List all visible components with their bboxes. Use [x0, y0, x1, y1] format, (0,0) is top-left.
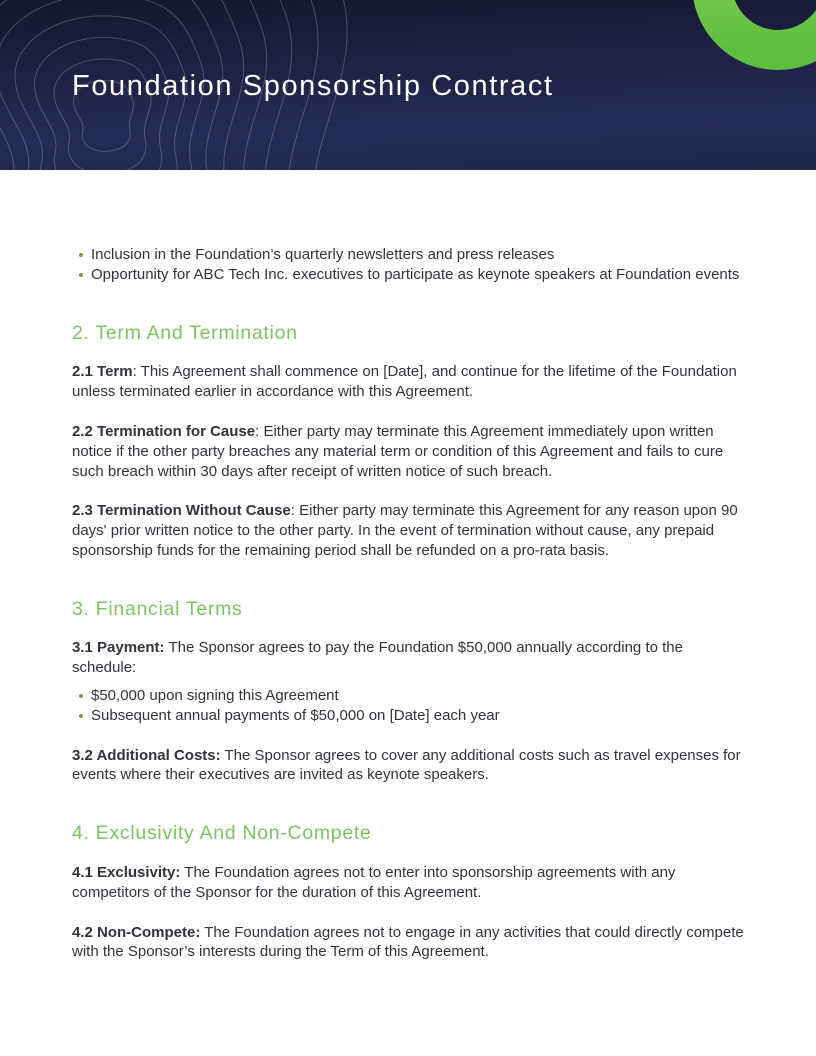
clause-label: 4.2 Non-Compete: — [72, 923, 201, 941]
payment-schedule-list — [72, 686, 748, 726]
section-exclusivity-non-compete — [72, 821, 748, 962]
paragraph-2-1 — [72, 362, 748, 402]
list-item: $50,000 upon signing this Agreement — [78, 686, 748, 706]
section-heading-exclusivity-non-compete: 4. Exclusivity And Non-Compete — [72, 822, 372, 845]
section-heading-financial-terms: 3. Financial Terms — [72, 597, 243, 620]
document-header — [0, 0, 816, 170]
clause-label: 2.2 Termination for Cause — [72, 422, 256, 440]
section-heading-term-and-termination: 2. Term And Termination — [72, 321, 298, 344]
clause-text: The Foundation agrees not to engage in any activities that could directly compete with the Sponsor’s interests during the Term of this Agreement. — [72, 923, 744, 961]
section-financial-terms — [72, 597, 748, 786]
clause-text: : This Agreement shall commence on [Date], and continue for the lifetime of the Foundation unless terminated earlier in accordance with this Agreement. — [72, 363, 737, 401]
paragraph-3-2 — [72, 746, 748, 786]
paragraph-2-2 — [72, 422, 748, 481]
document-body — [0, 170, 816, 962]
clause-text: The Sponsor agrees to cover any additional costs such as travel expenses for events where their executives are invited as keynote speakers. — [72, 746, 741, 784]
clause-label: 4.1 Exclusivity: — [72, 863, 181, 881]
paragraph-3-1 — [72, 638, 748, 678]
list-item: Inclusion in the Foundation’s quarterly newsletters and press releases — [78, 245, 748, 265]
clause-text: The Foundation agrees not to enter into sponsorship agreements with any competitors of the Sponsor for the duration of this Agreement. — [72, 863, 676, 901]
clause-text: : Either party may terminate this Agreement immediately upon written notice if the other party breaches any material term or condition of this Agreement and fails to cure such breach within 30 days after receipt of written notice of such breach. — [72, 422, 724, 480]
green-ring-decoration — [712, 0, 816, 50]
list-item: Subsequent annual payments of $50,000 on [Date] each year — [78, 706, 748, 726]
paragraph-4-2 — [72, 923, 748, 963]
clause-label: 3.2 Additional Costs: — [72, 746, 221, 764]
clause-label: 2.1 Term — [72, 363, 133, 381]
clause-label: 3.1 Payment: — [72, 639, 165, 657]
intro-bullet-list — [72, 245, 748, 285]
clause-text: The Sponsor agrees to pay the Foundation $50,000 annually according to the schedule: — [72, 639, 683, 677]
clause-label: 2.3 Termination Without Cause — [72, 502, 291, 520]
clause-text: : Either party may terminate this Agreement for any reason upon 90 days' prior written notice to the other party. In the event of termination without cause, any prepaid sponsorship funds for the remaining period shall be refunded on a pro-rata basis. — [72, 502, 738, 559]
paragraph-4-1 — [72, 863, 748, 903]
list-item: Opportunity for ABC Tech Inc. executives to participate as keynote speakers at Foundation events — [78, 265, 748, 285]
section-term-and-termination — [72, 321, 748, 561]
paragraph-2-3 — [72, 501, 748, 560]
page-title: Foundation Sponsorship Contract — [72, 70, 554, 102]
